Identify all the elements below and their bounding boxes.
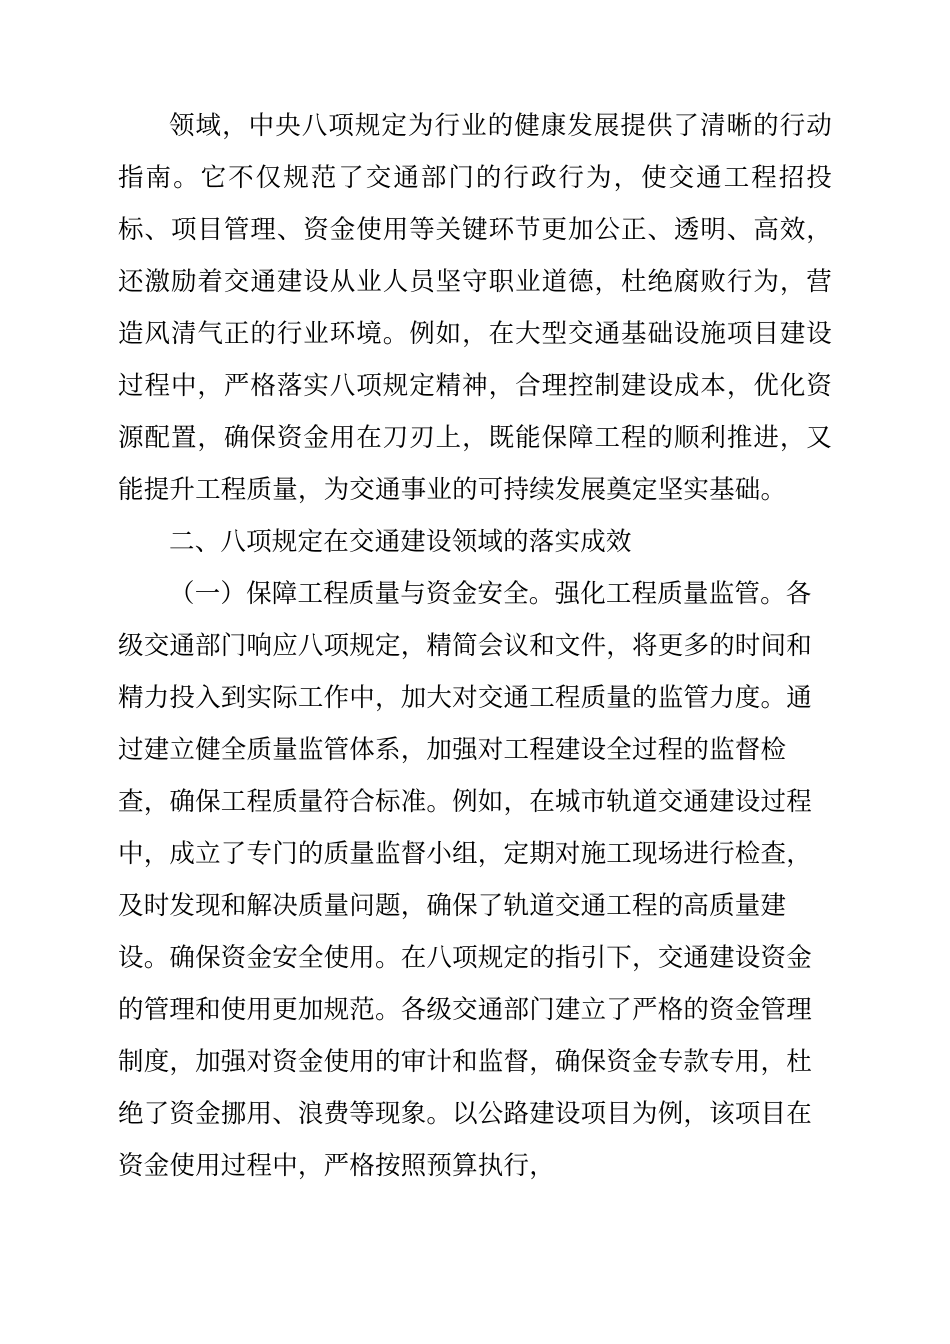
section-heading: 二、八项规定在交通建设领域的落实成效 bbox=[169, 528, 632, 556]
paragraph-1: 领域，中央八项规定为行业的健康发展提供了清晰的行动指南。它不仅规范了交通部门的行政行为，使交通工程招投标、项目管理、资金使用等关键环节更加公正、透明、高效，还激励着交通建设从业人员坚守职业道德，杜绝腐败行为，营造风清气正的行业环境。例如，在大型交通基础设施项目建设过程中，严格落实八项规定精神，合理控制建设成本，优化资源配置，确保资金用在刀刃上，既能保障工程的顺利推进，又能提升工程质量，为交通事业的可持续发展奠定坚实基础。 bbox=[118, 112, 832, 504]
paragraph-2: （一）保障工程质量与资金安全。强化工程质量监管。各级交通部门响应八项规定，精简会议和文件，将更多的时间和精力投入到实际工作中，加大对交通工程质量的监管力度。通过建立健全质量监管体系，加强对工程建设全过程的监督检查，确保工程质量符合标准。例如，在城市轨道交通建设过程中，成立了专门的质量监督小组，定期对施工现场进行检查，及时发现和解决质量问题，确保了轨道交通工程的高质量建设。确保资金安全使用。在八项规定的指引下，交通建设资金的管理和使用更加规范。各级交通部门建立了严格的资金管理制度，加强对资金使用的审计和监督，确保资金专款专用，杜绝了资金挪用、浪费等现象。以公路建设项目为例，该项目在资金使用过程中，严格按照预算执行， bbox=[118, 580, 812, 1180]
document-body bbox=[118, 100, 832, 1192]
